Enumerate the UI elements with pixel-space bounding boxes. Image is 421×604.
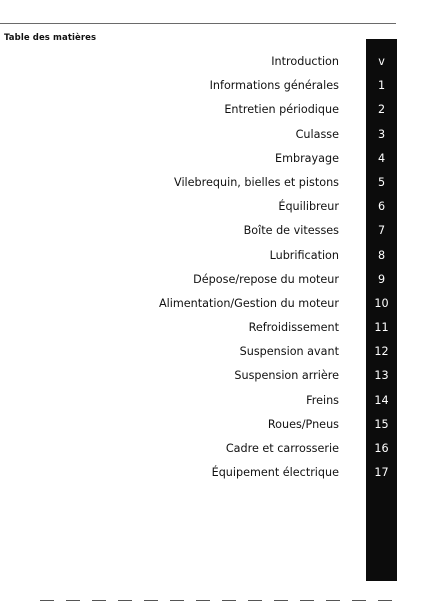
toc-entry-roues-pneus[interactable] [0, 415, 397, 439]
top-divider [0, 23, 396, 24]
toc-entry-number: 14 [374, 393, 389, 407]
toc-entry-title: Dépose/repose du moteur [193, 272, 339, 286]
toc-entry-number: 8 [377, 248, 386, 262]
toc-entry-alimentation-gestion-moteur[interactable] [0, 294, 397, 318]
toc-entry-number: 2 [377, 103, 386, 117]
toc-entry-number: 17 [374, 466, 389, 480]
toc-entry-suspension-arriere[interactable] [0, 366, 397, 390]
toc-entry-title: Cadre et carrosserie [225, 442, 339, 455]
toc-entry-vilebrequin[interactable] [0, 173, 397, 197]
toc-entry-title: Entretien périodique [224, 103, 339, 117]
toc-entry-title: Alimentation/Gestion du moteur [159, 296, 339, 310]
toc-entry-title: Équipement électrique [211, 466, 339, 480]
toc-entry-title: Culasse [295, 127, 339, 141]
bottom-divider [40, 600, 395, 601]
toc-entry-number: 11 [374, 321, 389, 335]
toc-entry-number: 10 [374, 296, 389, 310]
toc-entry-number: 15 [374, 417, 389, 431]
toc-entry-informations-generales[interactable] [0, 76, 397, 100]
toc-list [0, 52, 397, 487]
toc-entry-title: Lubrification [269, 248, 339, 262]
toc-entry-equipement-electrique[interactable] [0, 463, 397, 487]
toc-entry-number: 6 [377, 200, 386, 214]
toc-entry-title: Roues/Pneus [267, 417, 339, 431]
toc-entry-equilibreur[interactable] [0, 197, 397, 221]
toc-entry-title: Suspension avant [239, 345, 339, 359]
toc-entry-culasse[interactable] [0, 125, 397, 149]
toc-entry-freins[interactable] [0, 391, 397, 415]
toc-entry-embrayage[interactable] [0, 149, 397, 173]
toc-entry-title: Équilibreur [278, 200, 339, 214]
toc-entry-number: 12 [374, 345, 389, 359]
toc-entry-number: 4 [377, 151, 386, 165]
toc-entry-title: Freins [306, 393, 339, 407]
toc-entry-number: 5 [377, 175, 386, 189]
toc-entry-title: Informations générales [209, 79, 339, 93]
toc-entry-title: Suspension arrière [234, 369, 339, 383]
toc-entry-lubrification[interactable] [0, 246, 397, 270]
toc-entry-title: Introduction [271, 55, 339, 68]
toc-entry-number: 13 [374, 369, 389, 383]
toc-entry-title: Boîte de vitesses [243, 224, 339, 238]
toc-entry-number: 9 [377, 272, 386, 286]
toc-entry-entretien-periodique[interactable] [0, 100, 397, 124]
toc-entry-number: v [378, 55, 385, 68]
toc-entry-title: Vilebrequin, bielles et pistons [174, 175, 339, 189]
toc-entry-cadre-carrosserie[interactable] [0, 439, 397, 463]
toc-entry-number: 1 [377, 79, 386, 93]
toc-entry-refroidissement[interactable] [0, 318, 397, 342]
toc-entry-introduction[interactable] [0, 52, 397, 76]
toc-entry-title: Embrayage [275, 151, 339, 165]
toc-entry-suspension-avant[interactable] [0, 342, 397, 366]
toc-entry-title: Refroidissement [248, 321, 339, 335]
toc-entry-boite-de-vitesses[interactable] [0, 221, 397, 245]
toc-entry-number: 3 [377, 127, 386, 141]
toc-entry-number: 7 [377, 224, 386, 238]
toc-entry-number: 16 [374, 442, 389, 455]
page-title: Table des matières [4, 33, 97, 43]
toc-entry-depose-repose-moteur[interactable] [0, 270, 397, 294]
